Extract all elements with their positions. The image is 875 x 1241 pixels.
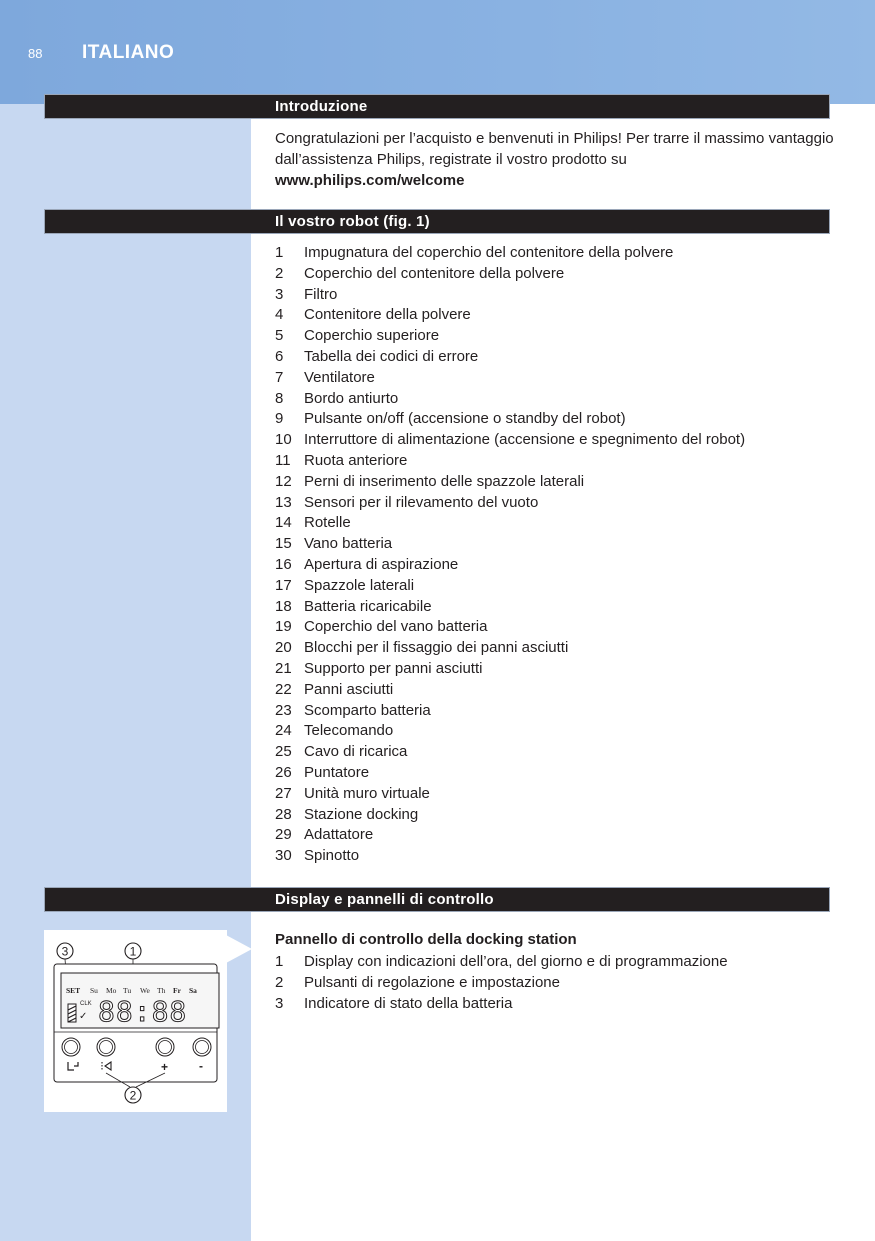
item-label: Interruttore di alimentazione (accensione e spegnimento del robot) — [304, 431, 746, 449]
language-title: ITALIANO — [82, 42, 175, 63]
item-label: Sensori per il rilevamento del vuoto — [304, 493, 539, 511]
section-title-intro: Introduzione — [275, 98, 368, 115]
list-item — [275, 597, 745, 618]
item-number: 19 — [275, 618, 292, 636]
item-label: Coperchio superiore — [304, 327, 440, 345]
item-label: Panni asciutti — [304, 680, 394, 698]
intro-text: Congratulazioni per l’acquisto e benvenuti in Philips! Per trarre il massimo vantaggio dall’assistenza Philips, registrate il vostro prodotto su — [275, 130, 834, 168]
svg-text:Sa: Sa — [189, 986, 197, 995]
battery-icon — [68, 1004, 76, 1022]
item-label: Contenitore della polvere — [304, 306, 471, 324]
list-item — [275, 409, 745, 430]
list-item — [275, 846, 745, 867]
item-number: 2 — [275, 264, 284, 282]
item-label: Pulsante on/off (accensione o standby del robot) — [304, 410, 626, 428]
list-item — [275, 347, 745, 368]
docking-panel-figure — [44, 930, 227, 1112]
list-item — [275, 285, 745, 306]
list-item — [275, 805, 745, 826]
list-item — [275, 430, 745, 451]
list-item — [275, 763, 745, 784]
list-item — [275, 534, 745, 555]
item-number: 10 — [275, 431, 292, 449]
list-item — [275, 472, 745, 493]
list-item — [275, 389, 745, 410]
svg-text:Tu: Tu — [123, 986, 132, 995]
item-label: Filtro — [304, 285, 338, 303]
item-number: 17 — [275, 576, 292, 594]
section-bar-display — [44, 887, 830, 912]
list-item — [275, 451, 745, 472]
item-number: 9 — [275, 410, 284, 428]
svg-text:Su: Su — [90, 986, 98, 995]
item-label: Spazzole laterali — [304, 576, 415, 594]
list-item — [275, 659, 745, 680]
svg-text:Fr: Fr — [173, 986, 181, 995]
item-number: 13 — [275, 493, 292, 511]
item-label: Indicatore di stato della batteria — [304, 994, 513, 1012]
item-label: Cavo di ricarica — [304, 743, 408, 761]
item-number: 29 — [275, 826, 292, 844]
list-item — [275, 825, 745, 846]
page-number: 88 — [28, 46, 43, 61]
svg-text:2: 2 — [129, 1088, 137, 1103]
item-number: 14 — [275, 514, 292, 532]
item-label: Puntatore — [304, 763, 370, 781]
item-number: 26 — [275, 763, 292, 781]
svg-text:SET: SET — [66, 986, 81, 995]
list-item — [275, 742, 745, 763]
item-number: 18 — [275, 597, 292, 615]
list-item — [275, 368, 745, 389]
item-number: 4 — [275, 306, 284, 324]
intro-paragraph — [275, 128, 835, 191]
item-number: 20 — [275, 639, 292, 657]
item-number: 16 — [275, 555, 292, 573]
list-item — [275, 617, 745, 638]
item-label: Perni di inserimento delle spazzole laterali — [304, 472, 585, 490]
item-number: 22 — [275, 680, 292, 698]
plus-icon: + — [161, 1060, 169, 1074]
svg-text:3: 3 — [61, 944, 69, 959]
item-number: 6 — [275, 347, 284, 365]
section-title-robot: Il vostro robot (fig. 1) — [275, 213, 430, 230]
item-label: Spinotto — [304, 847, 360, 865]
item-label: Apertura di aspirazione — [304, 555, 459, 573]
item-number: 21 — [275, 659, 292, 677]
control-panel-list — [275, 952, 728, 1014]
item-number: 27 — [275, 784, 292, 802]
item-label: Supporto per panni asciutti — [304, 659, 483, 677]
list-item — [275, 701, 745, 722]
item-number: 8 — [275, 389, 284, 407]
item-number: 12 — [275, 472, 292, 490]
item-number: 23 — [275, 701, 292, 719]
clock-label: CLK — [80, 1001, 92, 1007]
checkmark-icon: ✓ — [79, 1011, 88, 1022]
item-number: 5 — [275, 327, 284, 345]
svg-text:Th: Th — [157, 986, 166, 995]
list-item — [275, 576, 745, 597]
intro-link[interactable]: www.philips.com/welcome — [275, 172, 465, 189]
item-label: Impugnatura del coperchio del contenitore della polvere — [304, 244, 674, 261]
item-number: 25 — [275, 743, 292, 761]
item-label: Blocchi per il fissaggio dei panni asciutti — [304, 639, 569, 657]
time-display: 88:88 — [98, 995, 188, 1028]
item-label: Bordo antiurto — [304, 389, 399, 407]
item-number: 11 — [275, 451, 291, 469]
item-number: 28 — [275, 805, 292, 823]
list-item — [275, 952, 728, 973]
item-label: Pulsanti di regolazione e impostazione — [304, 973, 560, 991]
list-item — [275, 513, 745, 534]
list-item — [275, 305, 745, 326]
item-number: 1 — [275, 953, 284, 970]
docking-panel-illustration — [44, 930, 227, 1112]
item-number: 24 — [275, 722, 292, 740]
section-bar-intro — [44, 94, 830, 119]
item-label: Stazione docking — [304, 805, 419, 823]
item-number: 15 — [275, 535, 292, 553]
item-number: 30 — [275, 847, 292, 865]
section-bar-robot — [44, 209, 830, 234]
list-item — [275, 784, 745, 805]
list-item — [275, 243, 745, 264]
list-item — [275, 638, 745, 659]
list-item — [275, 994, 728, 1015]
list-item — [275, 680, 745, 701]
svg-text:Mo: Mo — [106, 986, 117, 995]
item-label: Display con indicazioni dell’ora, del giorno e di programmazione — [304, 953, 728, 970]
section-title-display: Display e pannelli di controllo — [275, 891, 494, 908]
item-label: Unità muro virtuale — [304, 784, 430, 802]
item-number: 2 — [275, 973, 284, 991]
svg-text:We: We — [140, 986, 150, 995]
svg-text:1: 1 — [129, 944, 137, 959]
item-label: Vano batteria — [304, 535, 393, 553]
list-item — [275, 264, 745, 285]
list-item — [275, 973, 728, 994]
item-label: Telecomando — [304, 722, 394, 740]
item-label: Coperchio del contenitore della polvere — [304, 264, 565, 282]
list-item — [275, 326, 745, 347]
item-label: Scomparto batteria — [304, 701, 431, 719]
item-label: Coperchio del vano batteria — [304, 618, 488, 636]
list-item — [275, 493, 745, 514]
figure-pointer — [226, 935, 252, 963]
item-label: Ventilatore — [304, 368, 375, 386]
item-label: Adattatore — [304, 826, 374, 844]
item-label: Ruota anteriore — [304, 451, 408, 469]
item-label: Tabella dei codici di errore — [304, 347, 479, 365]
item-label: Rotelle — [304, 514, 351, 532]
list-item — [275, 721, 745, 742]
list-item — [275, 555, 745, 576]
subsection-title: Pannello di controllo della docking station — [275, 931, 577, 948]
robot-parts-list — [275, 243, 745, 867]
item-label: Batteria ricaricabile — [304, 597, 432, 615]
item-number: 7 — [275, 368, 284, 386]
minus-icon: - — [199, 1059, 203, 1073]
item-number: 1 — [275, 244, 284, 261]
item-number: 3 — [275, 994, 284, 1012]
item-number: 3 — [275, 285, 284, 303]
